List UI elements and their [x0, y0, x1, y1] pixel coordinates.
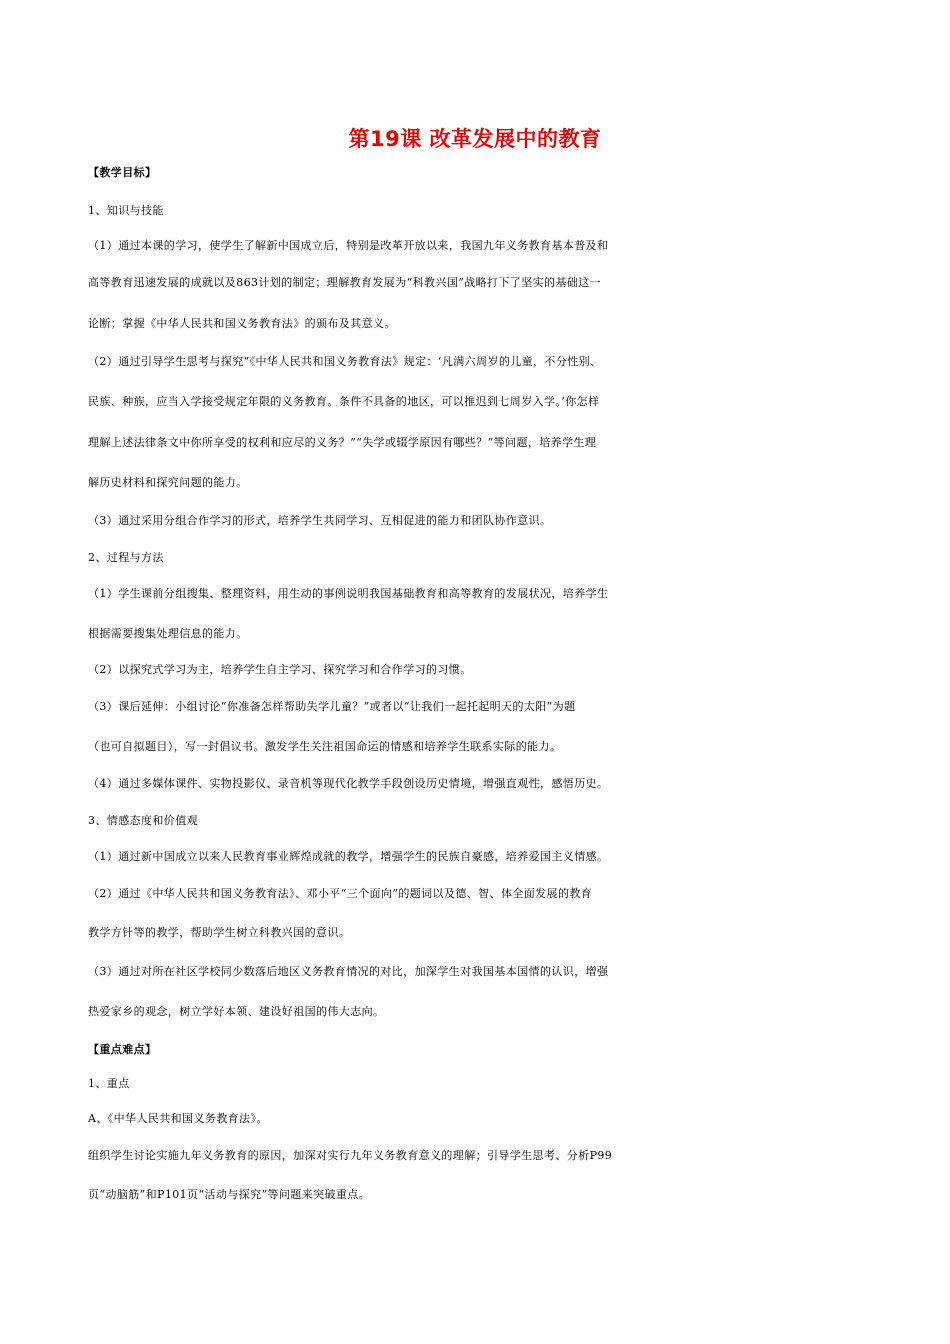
subsection-key-point: 1、重点 [88, 1077, 130, 1090]
section-heading-teaching-goals: 【教学目标】 [88, 166, 157, 179]
paragraph-line: 论断；掌握《中华人民共和国义务教育法》的颁布及其意义。 [88, 317, 396, 330]
paragraph-line: 页“动脑筋”和P101页“活动与探究”等问题来突破重点。 [88, 1188, 371, 1201]
paragraph-line: （2）以探究式学习为主，培养学生自主学习、探究学习和合作学习的习惯。 [88, 663, 472, 676]
page-title: 第19课 改革发展中的教育 [348, 127, 602, 151]
paragraph-line: 高等教育迅速发展的成就以及863计划的制定；理解教育发展为“科教兴国”战略打下了坚实的基础这一 [88, 276, 602, 289]
paragraph-line: （也可自拟题目），写一封倡议书。激发学生关注祖国命运的情感和培养学生联系实际的能力。 [88, 740, 562, 753]
section-heading-key-points: 【重点难点】 [88, 1043, 157, 1056]
paragraph-line: （4）通过多媒体课件、实物投影仪、录音机等现代化教学手段创设历史情境，增强直观性，感悟历史。 [88, 777, 609, 790]
paragraph-line: 理解上述法律条文中你所享受的权利和应尽的义务？”“失学或辍学原因有哪些？”等问题，培养学生理 [88, 436, 597, 449]
paragraph-line: （1）通过新中国成立以来人民教育事业辉煌成就的教学，增强学生的民族自豪感，培养爱国主义情感。 [88, 850, 609, 863]
paragraph-line: （2）通过《中华人民共和国义务教育法》、邓小平“三个面向”的题词以及德、智、体全面发展的教育 [88, 887, 593, 900]
paragraph-line: 教学方针等的教学，帮助学生树立科教兴国的意识。 [88, 926, 351, 939]
subsection-attitudes-values: 3、情感态度和价值观 [88, 814, 198, 827]
paragraph-line: 根据需要搜集处理信息的能力。 [88, 627, 248, 640]
paragraph-line: 民族、种族，应当入学接受规定年限的义务教育。条件不具备的地区，可以推迟到七周岁入学。’你怎样 [88, 395, 600, 408]
subsection-process-methods: 2、过程与方法 [88, 551, 164, 564]
subsection-knowledge-skills: 1、知识与技能 [88, 204, 164, 217]
paragraph-line: （1）通过本课的学习，使学生了解新中国成立后，特别是改革开放以来，我国九年义务教育基本普及和 [88, 239, 609, 252]
paragraph-line: 解历史材料和探究问题的能力。 [88, 476, 248, 489]
paragraph-line: （3）通过对所在社区学校同少数落后地区义务教育情况的对比，加深学生对我国基本国情的认识，增强 [88, 965, 609, 978]
paragraph-line: A、《中华人民共和国义务教育法》。 [88, 1112, 268, 1125]
paragraph-line: 组织学生讨论实施九年义务教育的原因，加深对实行九年义务教育意义的理解；引导学生思考、分析P99 [88, 1149, 613, 1162]
paragraph-line: （3）通过采用分组合作学习的形式，培养学生共同学习、互相促进的能力和团队协作意识。 [88, 514, 552, 527]
paragraph-line: （2）通过引导学生思考与探究“《中华人民共和国义务教育法》规定：‘凡满六周岁的儿童，不分性别、 [88, 355, 602, 368]
paragraph-line: （3）课后延伸：小组讨论“你准备怎样帮助失学儿童？”或者以“让我们一起托起明天的太阳”为题 [88, 700, 576, 713]
paragraph-line: （1）学生课前分组搜集、整理资料，用生动的事例说明我国基础教育和高等教育的发展状况，培养学生 [88, 587, 609, 600]
paragraph-line: 热爱家乡的观念，树立学好本领、建设好祖国的伟大志向。 [88, 1005, 385, 1018]
